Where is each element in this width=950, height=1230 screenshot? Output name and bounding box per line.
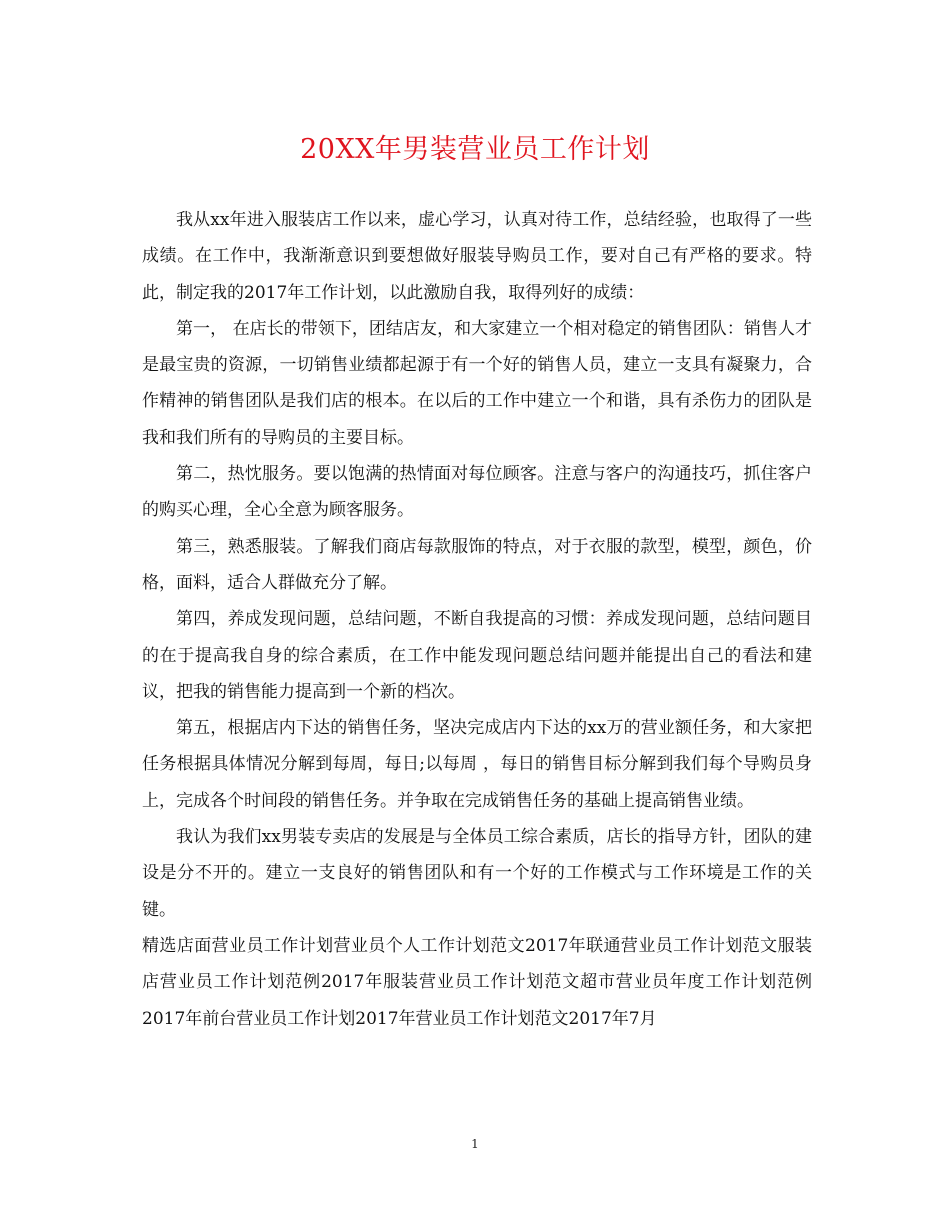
page-number: 1: [471, 1137, 479, 1151]
paragraph-third: 第三，熟悉服装。了解我们商店每款服饰的特点，对于衣服的款型，模型，颜色，价格，面料，适合人群做充分了解。: [142, 536, 812, 593]
paragraph-fifth: 第五，根据店内下达的销售任务，坚决完成店内下达的xx万的营业额任务，和大家把任务根据具体情况分解到每周，每日;以每周 ，每日的销售目标分解到我们每个导购员身上，完成各个时间段的销售任务。并争取在完成销售任务的基础上提高销售业绩。: [142, 718, 812, 811]
document-title: 20XX年男装营业员工作计划: [300, 134, 650, 165]
document-body: [142, 202, 812, 1037]
paragraph-intro: 我从xx年进入服装店工作以来，虚心学习，认真对待工作，总结经验，也取得了一些成绩。在工作中，我渐渐意识到要想做好服装导购员工作，要对自己有严格的要求。特此，制定我的2017年工作计划，以此激励自我，取得列好的成绩：: [142, 210, 812, 303]
related-articles: 精选店面营业员工作计划营业员个人工作计划范文2017年联通营业员工作计划范文服装店营业员工作计划范例2017年服装营业员工作计划范文超市营业员年度工作计划范例2017年前台营业员工作计划2017年营业员工作计划范文2017年7月: [142, 935, 812, 1029]
paragraph-conclusion: 我认为我们xx男装专卖店的发展是与全体员工综合素质，店长的指导方针，团队的建设是分不开的。建立一支良好的销售团队和有一个好的工作模式与工作环境是工作的关键。: [142, 827, 812, 920]
paragraph-second: 第二，热忱服务。要以饱满的热情面对每位顾客。注意与客户的沟通技巧，抓住客户的购买心理，全心全意为顾客服务。: [142, 464, 812, 521]
paragraph-first: 第一， 在店长的带领下，团结店友，和大家建立一个相对稳定的销售团队：销售人才是最宝贵的资源，一切销售业绩都起源于有一个好的销售人员，建立一支具有凝聚力，合作精神的销售团队是我们店的根本。在以后的工作中建立一个和谐，具有杀伤力的团队是我和我们所有的导购员的主要目标。: [142, 318, 812, 448]
paragraph-fourth: 第四，养成发现问题，总结问题，不断自我提高的习惯：养成发现问题，总结问题目的在于提高我自身的综合素质，在工作中能发现问题总结问题并能提出自己的看法和建议，把我的销售能力提高到一个新的档次。: [142, 609, 812, 702]
